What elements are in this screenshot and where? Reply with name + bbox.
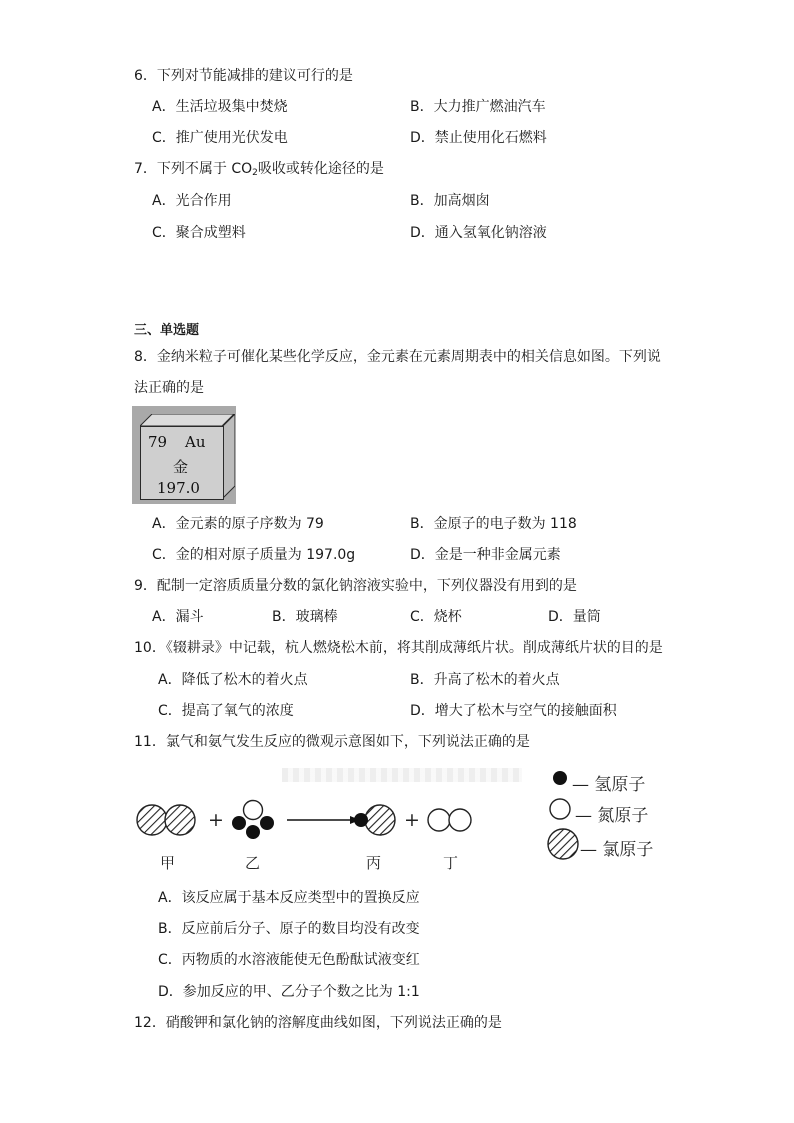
q7-option-b: B．加高烟囱 [410,193,490,209]
question-8-stem-line1: 8．金纳米粒子可催化某些化学反应，金元素在元素周期表中的相关信息如图。下列说 [134,349,661,365]
question-9-stem: 9．配制一定溶质质量分数的氯化钠溶液实验中，下列仪器没有用到的是 [134,578,577,594]
legend-chlorine-label: — 氯原子 [580,840,654,860]
q7-option-a: A．光合作用 [152,193,232,209]
card-top-face [140,414,234,426]
q8-option-c: C．金的相对原子质量为 197.0g [152,547,356,563]
q8-option-d: D．金是一种非金属元素 [410,547,561,563]
legend-chlorine-symbol [548,829,578,859]
molecule-nh3 [232,801,274,840]
card-element-symbol: Au [185,433,206,451]
q11-option-d: D．参加反应的甲、乙分子个数之比为 1:1 [158,984,420,1000]
q6-option-a: A．生活垃圾集中焚烧 [152,99,288,115]
plus-sign-left: + [208,809,224,831]
reaction-diagram [132,768,662,876]
question-8-stem-line2: 法正确的是 [134,380,204,396]
gold-element-card [132,406,236,504]
legend-nitrogen-label: — 氮原子 [575,806,649,826]
legend-hydrogen-symbol [553,771,567,785]
q8-option-b: B．金原子的电子数为 118 [410,516,577,532]
q9-option-b: B．玻璃棒 [272,609,338,625]
label-yi: 乙 [245,854,261,872]
card-atomic-number: 79 [148,433,168,451]
q10-option-b: B．升高了松木的着火点 [410,672,560,688]
question-7-stem: 7．下列不属于 $CO_2$吸收或转化途径的是 [134,161,384,178]
q7-option-c: C．聚合成塑料 [152,225,246,241]
q6-option-c: C．推广使用光伏发电 [152,130,288,146]
q7-option-d: D．通入氢氧化钠溶液 [410,225,547,241]
q9-option-d: D．量筒 [548,609,601,625]
card-side-face [223,414,235,498]
q11-option-a: A．该反应属于基本反应类型中的置换反应 [158,890,420,906]
molecule-hcl [354,805,395,835]
card-front-face [140,426,224,500]
q11-option-c: C．丙物质的水溶液能使无色酚酞试液变红 [158,952,420,968]
reaction-arrow [287,816,360,824]
card-atomic-mass: 197.0 [157,479,200,497]
question-6-stem: 6．下列对节能减排的建议可行的是 [134,68,353,84]
molecule-n2 [428,809,471,831]
q11-option-b: B．反应前后分子、原子的数目均没有改变 [158,921,420,937]
q10-option-d: D．增大了松木与空气的接触面积 [410,703,617,719]
legend-hydrogen-label: — 氢原子 [572,775,646,795]
label-bing: 丙 [366,854,382,872]
q9-option-c: C．烧杯 [410,609,462,625]
q10-option-c: C．提高了氧气的浓度 [158,703,294,719]
q9-option-a: A．漏斗 [152,609,204,625]
label-jia: 甲 [160,854,176,872]
q6-option-d: D．禁止使用化石燃料 [410,130,547,146]
label-ding: 丁 [443,854,459,872]
q10-option-a: A．降低了松木的着火点 [158,672,308,688]
plus-sign-right: + [404,809,420,831]
molecule-cl2 [137,805,195,835]
question-12-stem: 12．硝酸钾和氯化钠的溶解度曲线如图，下列说法正确的是 [134,1015,502,1031]
card-element-name: 金 [173,458,189,476]
q8-option-a: A．金元素的原子序数为 79 [152,516,324,532]
question-10-stem: 10．《辍耕录》中记载，杭人燃烧松木前，将其削成薄纸片状。削成薄纸片状的目的是 [134,640,663,656]
q6-option-b: B．大力推广燃油汽车 [410,99,546,115]
legend-nitrogen-symbol [550,799,570,819]
section-heading: 三、单选题 [134,323,200,338]
question-11-stem: 11．氯气和氨气发生反应的微观示意图如下，下列说法正确的是 [134,734,530,750]
